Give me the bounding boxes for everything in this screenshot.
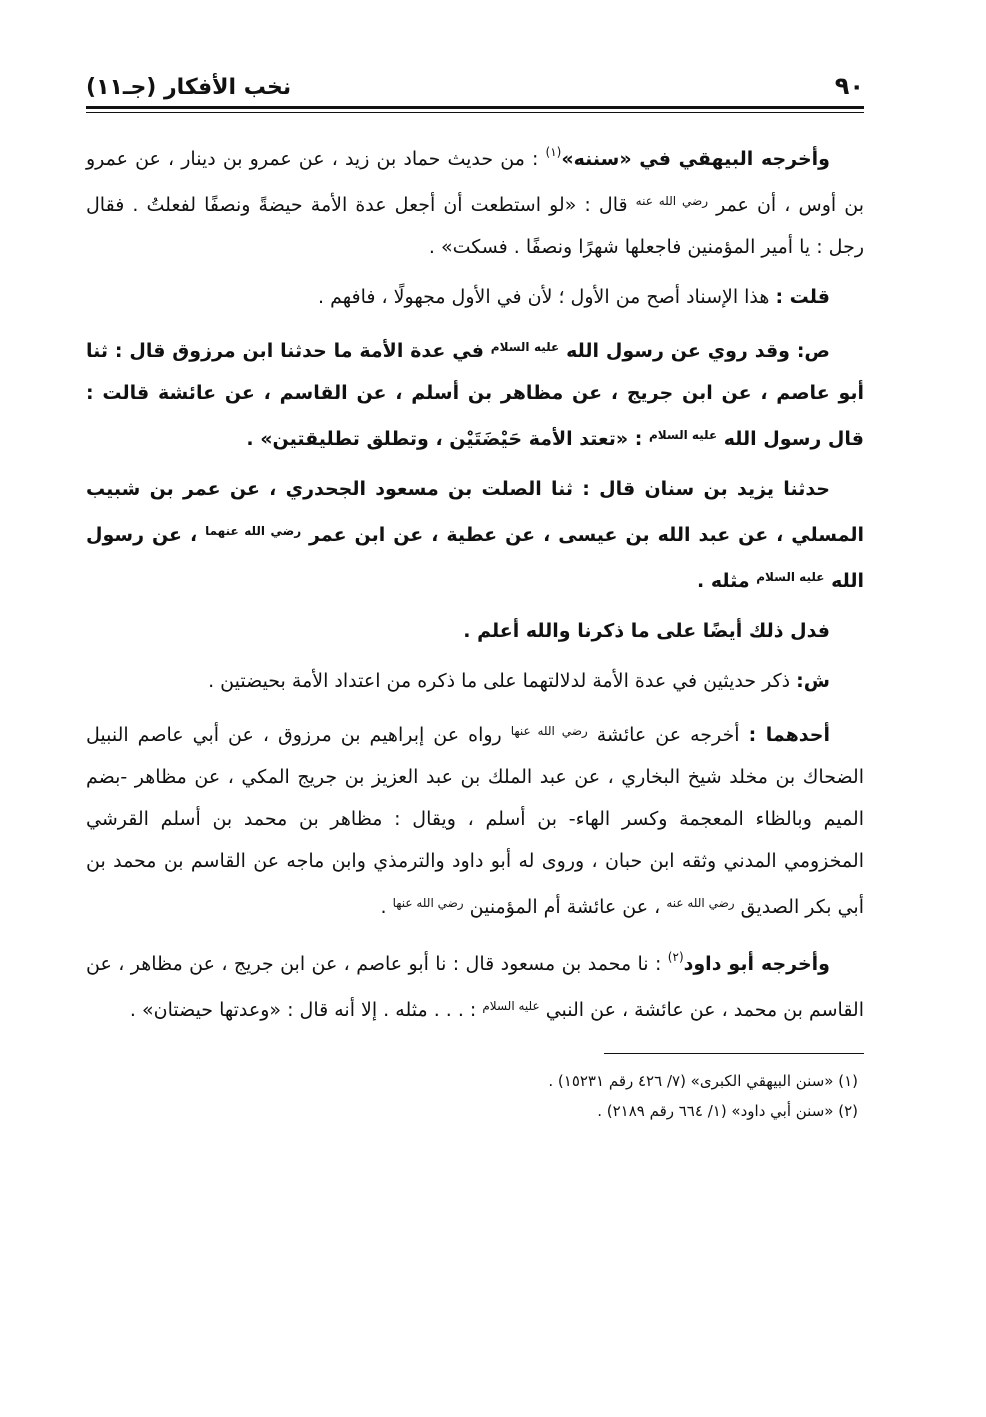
honorific-glyph: رضي الله عنها (510, 724, 588, 738)
paragraph-text: ، عن رسول الله (86, 524, 864, 592)
paragraph-text: في عدة الأمة ما حدثنا ابن مرزوق قال : ثنا أبو عاصم ، عن ابن جريج ، عن مظاهر بن أسلم ، عن القاسم ، عن عائشة قالت : قال رسول الله (86, 340, 864, 450)
honorific-glyph: رضي الله عنها (392, 896, 464, 910)
paragraph-text: : «تعتد الأمة حَيْضَتَيْن ، وتطلق تطليقتين» . (246, 428, 649, 450)
page-header (86, 60, 864, 100)
header-rule-thick (86, 106, 864, 109)
honorific-glyph: رضي الله عنه (635, 194, 708, 208)
paragraph-text: رواه عن إبراهيم بن مرزوق ، عن أبي عاصم النبيل الضحاك بن مخلد شيخ البخاري ، عن عبد الملك بن عبد العزيز بن جريج المكي ، عن مظاهر -بضم الميم وبالظاء المعجمة وكسر الهاء- بن أسلم ، ويقال : مظاهر بن محمد بن أسلم القرشي المخزومي المدني وثقه ابن حبان ، وروى له أبو داود والترمذي وابن ماجه عن القاسم بن محمد بن أبي بكر الصديق (86, 724, 864, 918)
main-text (86, 131, 864, 1031)
book-page (86, 60, 864, 1126)
paragraph-text: هذا الإسناد أصح من الأول ؛ لأن في الأول مجهولًا ، فافهم . (318, 286, 776, 308)
paragraph-lead: قلت : (775, 286, 830, 308)
paragraph-qultu (86, 276, 864, 318)
paragraph-text: : . . . مثله . إلا أنه قال : «وعدتها حيضتان» . (129, 999, 483, 1021)
paragraph-text: مثله . (697, 570, 757, 592)
honorific-glyph: عليه السلام (482, 999, 540, 1013)
paragraph-first-hadith (86, 710, 864, 928)
paragraph-text: ، عن عائشة أم المؤمنين (463, 896, 667, 918)
paragraph-text: . (380, 896, 393, 918)
paragraph-matn-conclusion (86, 610, 864, 652)
footnote-ref-1: (١) (545, 145, 562, 159)
footnote-1: (١) «سنن البيهقي الكبرى» (٧/ ٤٢٦ رقم ١٥٢٣١) . (548, 1072, 858, 1090)
paragraph-lead: وأخرجه أبو داود (683, 953, 830, 975)
paragraph-text: : نا محمد بن مسعود قال : نا أبو عاصم ، عن ابن جريج ، عن مظاهر ، عن القاسم بن محمد ، عن عائشة ، عن النبي (86, 953, 864, 1021)
paragraph-text: وقد روي عن رسول الله (559, 340, 797, 362)
footnote-ref-2: (٢) (667, 950, 684, 964)
paragraph-lead: ش: (796, 670, 830, 692)
paragraph-lead: أحدهما : (748, 724, 830, 746)
honorific-glyph: عليه السلام (648, 428, 718, 442)
paragraph-bayhaqi (86, 131, 864, 268)
paragraph-text: قال : «لو استطعت أن أجعل عدة الأمة حيضةً ونصفًا لفعلتُ . فقال رجل : يا أمير المؤمنين فاجعلها شهرًا ونصفًا . فسكت» . (86, 194, 864, 258)
paragraph-text: حدثنا يزيد بن سنان قال : ثنا الصلت بن مسعود الجحدري ، عن عمر بن شبيب المسلي ، عن عبد الله بن عيسى ، عن عطية ، عن ابن عمر (86, 478, 864, 546)
paragraph-text: ذكر حديثين في عدة الأمة لدلالتهما على ما ذكره من اعتداد الأمة بحيضتين . (208, 670, 797, 692)
honorific-glyph: رضي الله عنه (666, 896, 735, 910)
honorific-glyph: عليه السلام (756, 570, 825, 584)
paragraph-text: فدل ذلك أيضًا على ما ذكرنا والله أعلم . (463, 620, 830, 642)
paragraph-text: : من حديث حماد بن زيد ، عن عمرو بن دينار ، عن عمرو بن أوس ، أن عمر (86, 148, 865, 216)
paragraph-matn-yazid (86, 468, 864, 602)
page-number: ٩٠ (834, 72, 864, 100)
paragraph-lead: ص: (796, 340, 830, 362)
paragraph-matn-sad (86, 326, 864, 460)
book-title: نخب الأفكار (جـ١١) (86, 75, 292, 100)
paragraph-lead: وأخرجه البيهقي في «سننه» (561, 148, 830, 170)
paragraph-sharh-shin (86, 660, 864, 702)
footnote-separator (604, 1053, 864, 1054)
footnote-2: (٢) «سنن أبي داود» (١/ ٦٦٤ رقم ٢١٨٩) . (597, 1102, 858, 1120)
paragraph-text: أخرجه عن عائشة (587, 724, 749, 746)
paragraph-abu-dawud (86, 936, 864, 1031)
honorific-glyph: عليه السلام (490, 340, 560, 354)
header-rule-thin (86, 112, 864, 113)
honorific-glyph: رضي الله عنهما (205, 524, 302, 538)
